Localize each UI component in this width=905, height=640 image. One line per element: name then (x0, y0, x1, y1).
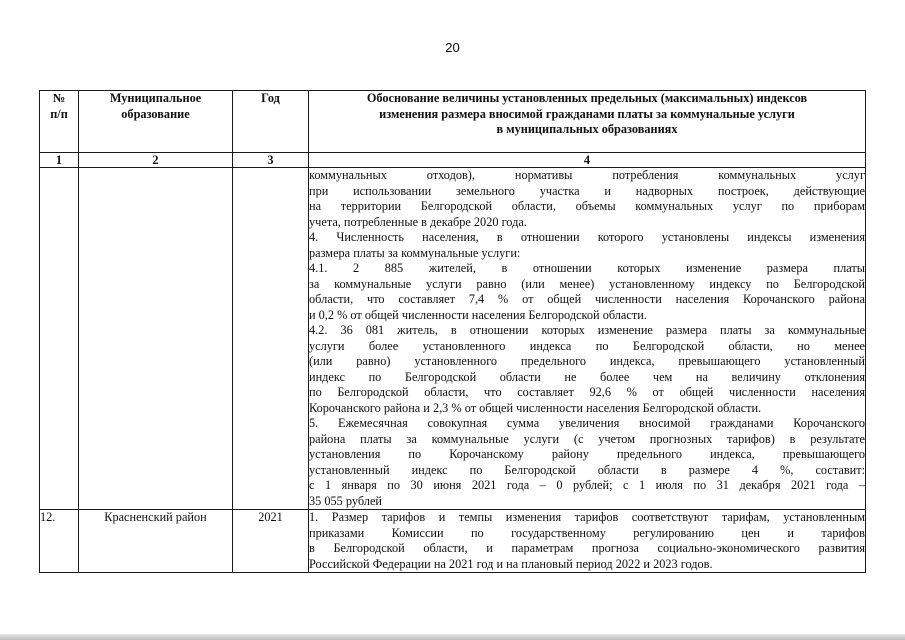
justification-line: размера платы за коммунальные услуги: (309, 245, 521, 260)
justification-line: по Белгородской области, что составляет 92,6 % от общей численности населения (309, 385, 865, 399)
justification-line: индекс по Белгородской области не более чем на величину отклонения (309, 369, 865, 384)
justification-line: услуги более установленного индекса по Белгородской области, но менее (309, 338, 865, 353)
column-number-4: 4 (309, 153, 866, 168)
table-row-continuation (40, 168, 866, 510)
header-year-text: Год (261, 91, 280, 105)
justification-line: в Белгородской области, и параметрам прогноза социально-экономического развития (309, 541, 865, 555)
justification-line: с 1 января по 30 июня 2021 года – 0 рублей; с 1 июля по 31 декабря 2021 года – (309, 478, 865, 492)
row-municipality-cell: Красненский район (79, 510, 233, 573)
table-header-row (40, 91, 866, 153)
column-number-row (40, 153, 866, 168)
header-number-text: № п/п (50, 91, 68, 121)
justification-line: Корочанского района и 2,3 % от общей численности населения Белгородской области. (309, 400, 762, 415)
justification-line: на территории Белгородской области, объемы коммунальных услуг по приборам (309, 199, 865, 213)
header-municipality-text: Муниципальное образование (109, 91, 202, 121)
continuation-year-cell (233, 168, 309, 510)
scan-edge (0, 634, 905, 640)
row-justification-cell (309, 510, 866, 573)
column-number-3: 3 (233, 153, 309, 168)
justification-line: (или равно) установленного предельного индекса, превышающего установленный (309, 354, 865, 368)
justification-line: за коммунальные услуги равно (или менее) установленному индексу по Белгородской (309, 276, 865, 291)
page-number: 20 (445, 40, 460, 55)
justification-line: коммунальных отходов), нормативы потребления коммунальных услуг (309, 168, 865, 182)
justification-line: Российской Федерации на 2021 год и на плановый период 2022 и 2023 годов. (309, 556, 713, 571)
column-number-2: 2 (79, 153, 233, 168)
continuation-justification-cell (309, 168, 866, 510)
header-municipality (79, 91, 233, 153)
justification-line: 35 055 рублей (309, 493, 382, 508)
table-row-krasnensky (40, 510, 866, 573)
header-number (40, 91, 79, 153)
justification-line: 1. Размер тарифов и темпы изменения тарифов соответствуют тарифам, установленным (309, 510, 865, 524)
justification-line: учета, потребленные в декабре 2020 года. (309, 214, 527, 229)
justification-line: установления по Корочанскому району предельного индекса, превышающего (309, 447, 865, 461)
justification-line: установленный индекс по Белгородской области в размере 4 %, составит: (309, 462, 865, 477)
justification-line: 4. Численность населения, в отношении которого установлены индексы изменения (309, 230, 865, 244)
tariff-index-table (39, 90, 866, 573)
justification-line: 5. Ежемесячная совокупная сумма увеличения вносимой гражданами Корочанского (309, 416, 865, 430)
continuation-municipality-cell (79, 168, 233, 510)
header-year (233, 91, 309, 153)
row-number-cell: 12. (40, 510, 79, 573)
justification-line: района платы за коммунальные услуги (с учетом прогнозных тарифов) в результате (309, 431, 865, 446)
justification-line: и 0,2 % от общей численности населения Белгородской области. (309, 307, 647, 322)
column-number-1: 1 (40, 153, 79, 168)
justification-line: при использовании земельного участка и надворных построек, действующие (309, 183, 865, 198)
header-justification (309, 91, 866, 153)
justification-line: 4.2. 36 081 житель, в отношении которых изменение размера платы за коммунальные (309, 323, 865, 337)
justification-line: области, что составляет 7,4 % от общей численности населения Корочанского района (309, 292, 865, 306)
justification-line: 4.1. 2 885 жителей, в отношении которых изменение размера платы (309, 261, 865, 275)
row-year-cell: 2021 (233, 510, 309, 573)
continuation-number-cell (40, 168, 79, 510)
justification-line: приказами Комиссии по государственному регулированию цен и тарифов (309, 525, 865, 540)
header-justification-text: Обоснование величины установленных предельных (максимальных) индексов изменения размера вносимой гражданами платы за коммунальные услуги в муниципальных образованиях (366, 91, 808, 136)
